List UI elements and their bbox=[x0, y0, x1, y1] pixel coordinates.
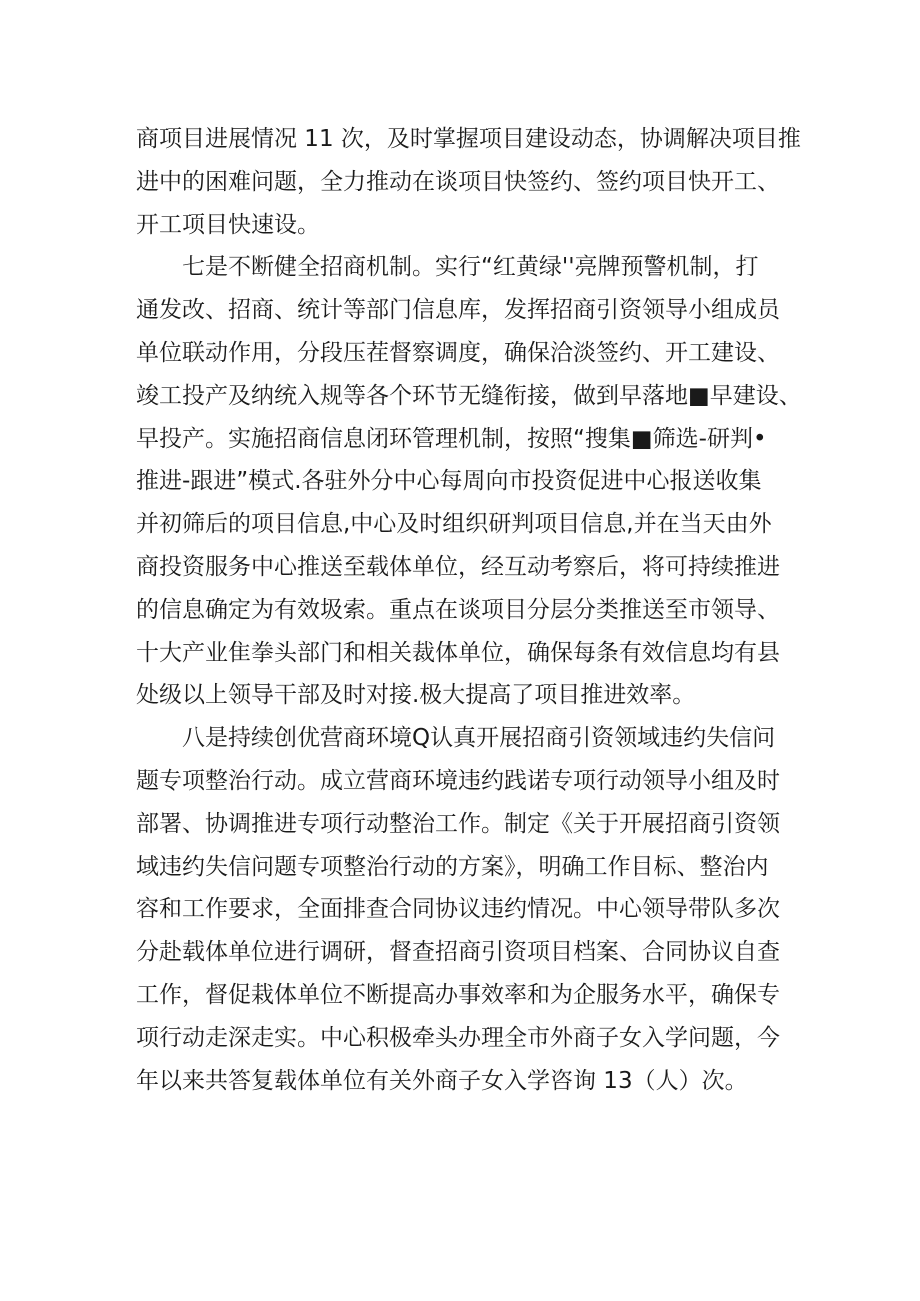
text-line: 的信息确定为有效圾索。重点在谈项目分层分类推送至市领导、 bbox=[136, 596, 780, 623]
text-line: 处级以上领导干部及时对接.极大提高了项目推进效率。 bbox=[136, 682, 696, 709]
text-line: 推进-跟进”模式.各驻外分中心每周向市投资促进中心报送收集 bbox=[136, 468, 762, 495]
text-line: 容和工作要求，全面排查合同协议违约情况。中心领导带队多次 bbox=[136, 896, 780, 923]
text-line: 八是持续创优营商环境Q认真开展招商引资领域违约失信问 bbox=[182, 725, 776, 752]
text-line: 进中的困难问题，全力推动在谈项目快签约、签约项目快开工、 bbox=[136, 168, 780, 195]
text-line: 年以来共答复载体单位有关外商子女入学咨询 13（人）次。 bbox=[136, 1067, 748, 1094]
paragraph-eight bbox=[136, 717, 796, 1102]
text-line: 商投资服务中心推送至载体单位，经互动考察后，将可持续推进 bbox=[136, 553, 780, 580]
paragraph-continued bbox=[136, 118, 801, 246]
text-line: 工作，督促栽体单位不断提高办事效率和为企服务水平，确保专 bbox=[136, 981, 780, 1008]
text-line: 十大产业隹拳头部门和相关裁体单位，确保每条有效信息均有县 bbox=[136, 639, 780, 666]
text-line: 商项目进展情况 11 次，及时掌握项目建设动态，协调解决项目推 bbox=[136, 126, 801, 152]
text-line: 并初筛后的项目信息,中心及时组织研判项目信息,并在当天由外 bbox=[136, 511, 772, 538]
paragraph-seven bbox=[136, 246, 802, 717]
document-body bbox=[136, 118, 802, 1102]
text-line: 竣工投产及纳统入规等各个环节无缝衔接，做到早落地■早建设、 bbox=[136, 382, 802, 409]
text-line: 七是不断健全招商机制。实行“红黄绿''亮牌预警机制，打 bbox=[182, 254, 759, 281]
text-line: 域违约失信问题专项整治行动的方案》，明确工作目标、整治内 bbox=[136, 853, 769, 880]
text-line: 早投产。实施招商信息闭环管理机制，按照“搜集■筛选-研判• bbox=[136, 425, 767, 452]
text-line: 单位联动作用，分段压茬督察调度，确保洽淡签约、开工建设、 bbox=[136, 339, 780, 366]
text-line: 项行动走深走实。中心积极牵头办理全市外商子女入学问题，今 bbox=[136, 1024, 780, 1051]
text-line: 部署、协调推进专项行动整治工作。制定《关于开展招商引资领 bbox=[136, 810, 780, 837]
text-line: 通发改、招商、统计等部门信息库，发挥招商引资领导小组成员 bbox=[136, 297, 780, 324]
text-line: 开工项目快速设。 bbox=[136, 211, 320, 238]
text-line: 分赴载体单位进行调研，督查招商引资项目档案、合同协议自查 bbox=[136, 939, 780, 966]
text-line: 题专项整治行动。成立营商环境违约践诺专项行动领导小组及时 bbox=[136, 767, 780, 794]
